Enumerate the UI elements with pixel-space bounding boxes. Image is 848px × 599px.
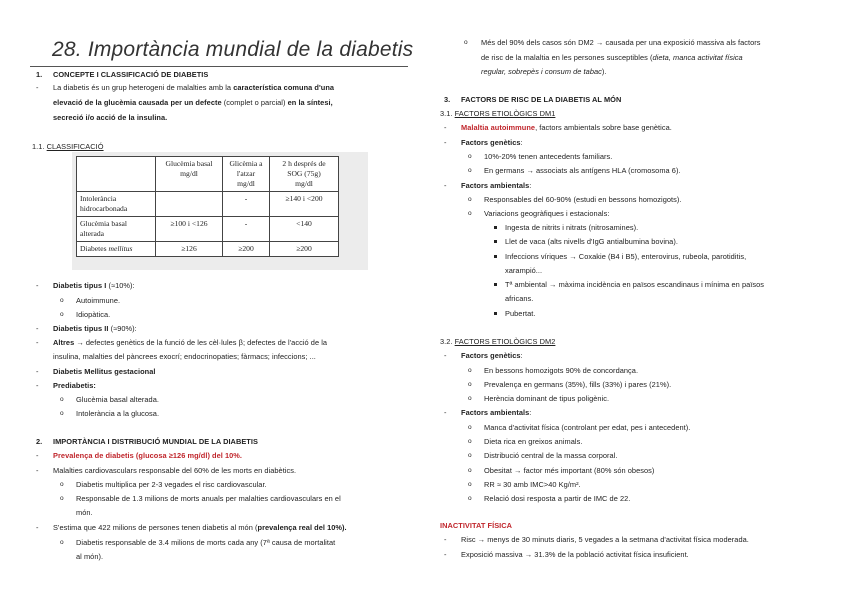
inactivity-item: Risc → menys de 30 minuts diaris, 5 vegades a la setmana d'activitat física moderada. — [461, 535, 749, 544]
table-header-basal: Glucèmia basal mg/dl — [156, 157, 223, 192]
page-title: 28. Importància mundial de la diabetis — [52, 38, 414, 61]
dash-bullet: - — [444, 138, 447, 147]
table-header-atzar: Glicèmia a l'atzar mg/dl — [223, 157, 270, 192]
circle-bullet: o — [468, 210, 472, 217]
sub-item: Infeccions víriques → Coxakie (B4 i B5), enterovirus, rubeola, parotiditis, — [505, 252, 747, 261]
circle-bullet: o — [60, 481, 64, 488]
inactivity-item: Exposició massiva → 31.3% de la població activitat física insuficient. — [461, 550, 689, 559]
environmental-factors-2: Factors ambientals: — [461, 408, 532, 417]
environmental-item: Variacions geogràfiques i estacionals: — [484, 209, 610, 218]
circle-bullet: o — [468, 167, 472, 174]
circle-bullet: o — [468, 467, 472, 474]
estimate-item-b: al món). — [76, 552, 104, 561]
circle-bullet: o — [468, 395, 472, 402]
square-bullet — [494, 283, 497, 286]
circle-bullet: o — [468, 481, 472, 488]
section-3-heading: FACTORS DE RISC DE LA DIABETIS AL MÓN — [461, 95, 622, 104]
table-cell: - — [223, 217, 270, 242]
table-cell: ≥140 i <200 — [270, 192, 339, 217]
table-cell: ≥100 i <126 — [156, 217, 223, 242]
circle-bullet: o — [60, 297, 64, 304]
gestational-line: Diabetis Mellitus gestacional — [53, 367, 156, 376]
dm2-intro-line-1: Més del 90% dels casos són DM2 → causada per una exposició massiva als factors — [481, 38, 761, 47]
genetic-factors-2: Factors genètics: — [461, 351, 523, 360]
environmental-item: Responsables del 60-90% (estudi en bessons homozigots). — [484, 195, 682, 204]
altres-line-1: Altres → defectes genètics de la funció de les cèl·lules β; defectes de l'acció de la — [53, 338, 328, 347]
section-1-heading: CONCEPTE I CLASSIFICACIÓ DE DIABETIS — [53, 70, 209, 79]
type1-item: Idiopàtica. — [76, 310, 111, 319]
table-row — [77, 192, 339, 217]
classification-table — [76, 156, 339, 257]
definition-line-3: secreció i/o acció de la insulina. — [53, 113, 168, 122]
estimate-item-a: Diabetis responsable de 3.4 milions de morts cada any (7ª causa de mortalitat — [76, 538, 336, 547]
genetic-item: Herència dominant de tipus poligènic. — [484, 394, 610, 403]
cardio-item-2a: Responsable de 1.3 milions de morts anuals per malalties cardiovasculars en el — [76, 494, 341, 503]
table-cell: ≥126 — [156, 242, 223, 257]
square-bullet — [494, 226, 497, 229]
dash-bullet: - — [36, 281, 39, 290]
sub-item-cont: africans. — [505, 294, 534, 303]
circle-bullet: o — [468, 153, 472, 160]
sub-item: Tª ambiental → màxima incidència en països escandinaus i mínima en països — [505, 280, 765, 289]
genetic-item: Prevalença en germans (35%), fills (33%) i pares (21%). — [484, 380, 672, 389]
section-2-number: 2. — [36, 437, 43, 446]
inactivity-heading: INACTIVITAT FÍSICA — [440, 521, 513, 530]
circle-bullet: o — [468, 495, 472, 502]
circle-bullet: o — [464, 39, 468, 46]
table-cell — [156, 192, 223, 217]
dash-bullet: - — [444, 181, 447, 190]
genetic-item: En bessons homozigots 90% de concordança. — [484, 366, 639, 375]
dash-bullet: - — [36, 83, 39, 92]
environmental-item: Manca d'activitat física (controlant per edat, pes i antecedent). — [484, 423, 691, 432]
environmental-item: Relació dosi resposta a partir de IMC de 22. — [484, 494, 631, 503]
dash-bullet: - — [36, 381, 39, 390]
table-row — [77, 217, 339, 242]
prediabetes-item: Glucèmia basal alterada. — [76, 395, 159, 404]
sub-item-cont: xarampió... — [505, 266, 543, 275]
dash-bullet: - — [444, 408, 447, 417]
row-label: Diabetes mellitus — [77, 242, 156, 257]
definition-line-1: La diabetis és un grup heterogeni de malalties amb la característica comuna d'una — [53, 83, 335, 92]
table-cell: - — [223, 192, 270, 217]
cardio-item-2b: món. — [76, 508, 93, 517]
type1-line: Diabetis tipus I (≈10%): — [53, 281, 135, 290]
sub-item: Pubertat. — [505, 309, 536, 318]
title-underline — [30, 66, 408, 67]
prevalence-line: Prevalença de diabetis (glucosa ≥126 mg/dl) del 10%. — [53, 451, 243, 460]
type1-item: Autoimmune. — [76, 296, 121, 305]
table-cell: <140 — [270, 217, 339, 242]
estimate-line: S'estima que 422 milions de persones tenen diabetis al món (prevalença real del 10%). — [53, 523, 347, 532]
dash-bullet: - — [36, 324, 39, 333]
table-cell: ≥200 — [223, 242, 270, 257]
dash-bullet: - — [444, 351, 447, 360]
circle-bullet: o — [60, 410, 64, 417]
circle-bullet: o — [60, 495, 64, 502]
circle-bullet: o — [60, 539, 64, 546]
altres-line-2: insulina, malalties del pàncrees exocrí; endocrinopaties; fàrmacs; infeccions; ... — [53, 352, 316, 361]
dash-bullet: - — [36, 367, 39, 376]
type2-line: Diabetis tipus II (≈90%): — [53, 324, 137, 333]
environmental-item: Dieta rica en greixos animals. — [484, 437, 583, 446]
section-3-number: 3. — [444, 95, 451, 104]
cardio-item: Diabetis multiplica per 2-3 vegades el risc cardiovascular. — [76, 480, 267, 489]
genetic-factors-1: Factors genètics: — [461, 138, 523, 147]
square-bullet — [494, 312, 497, 315]
table-header-empty — [77, 157, 156, 192]
table-row — [77, 242, 339, 257]
genetic-item: 10%-20% tenen antecedents familiars. — [484, 152, 613, 161]
circle-bullet: o — [468, 196, 472, 203]
cardio-line: Malalties cardiovasculars responsable del 60% de les morts en diabètics. — [53, 466, 297, 475]
prediabetes-item: Intolerància a la glucosa. — [76, 409, 160, 418]
environmental-item: RR ≈ 30 amb IMC>40 Kg/m². — [484, 480, 581, 489]
dash-bullet: - — [444, 123, 447, 132]
dash-bullet: - — [36, 523, 39, 532]
section-2-heading: IMPORTÀNCIA I DISTRIBUCIÓ MUNDIAL DE LA DIABETIS — [53, 437, 258, 446]
subsection-3-1: 3.1. FACTORS ETIOLÒGICS DM1 — [440, 109, 556, 118]
circle-bullet: o — [468, 438, 472, 445]
table-header-sog: 2 h després de SOG (75g) mg/dl — [270, 157, 339, 192]
circle-bullet: o — [60, 396, 64, 403]
autoimmune-line: Malaltia autoimmune, factors ambientals sobre base genètica. — [461, 123, 672, 132]
environmental-item: Obesitat → factor més important (80% són obesos) — [484, 466, 655, 475]
circle-bullet: o — [468, 367, 472, 374]
dash-bullet: - — [444, 535, 447, 544]
row-label: Glucèmia basal alterada — [77, 217, 156, 242]
circle-bullet: o — [468, 452, 472, 459]
row-label: Intolerància hidrocarbonada — [77, 192, 156, 217]
sub-item: Llet de vaca (alts nivells d'IgG antialbumina bovina). — [505, 237, 678, 246]
subsection-3-2: 3.2. FACTORS ETIOLÒGICS DM2 — [440, 337, 556, 346]
dash-bullet: - — [444, 550, 447, 559]
definition-line-2: elevació de la glucèmia causada per un defecte (complet o parcial) en la síntesi, — [53, 98, 333, 107]
square-bullet — [494, 255, 497, 258]
genetic-item: En germans → associats als antígens HLA (cromosoma 6). — [484, 166, 681, 175]
prediabetes-line: Prediabetis: — [53, 381, 96, 390]
environmental-factors-1: Factors ambientals: — [461, 181, 532, 190]
dash-bullet: - — [36, 451, 39, 460]
circle-bullet: o — [60, 311, 64, 318]
section-1-number: 1. — [36, 70, 43, 79]
circle-bullet: o — [468, 381, 472, 388]
dm2-intro-line-3: regular, sobrepès i consum de tabac). — [481, 67, 607, 76]
table-cell: ≥200 — [270, 242, 339, 257]
dm2-intro-line-2: de risc de la malaltia en les persones susceptibles (dieta, manca activitat física — [481, 53, 743, 62]
circle-bullet: o — [468, 424, 472, 431]
square-bullet — [494, 240, 497, 243]
dash-bullet: - — [36, 338, 39, 347]
subsection-1-1: 1.1. CLASSIFICACIÓ — [32, 142, 104, 151]
environmental-item: Distribució central de la massa corporal. — [484, 451, 618, 460]
sub-item: Ingesta de nitrits i nitrats (nitrosamines). — [505, 223, 639, 232]
dash-bullet: - — [36, 466, 39, 475]
